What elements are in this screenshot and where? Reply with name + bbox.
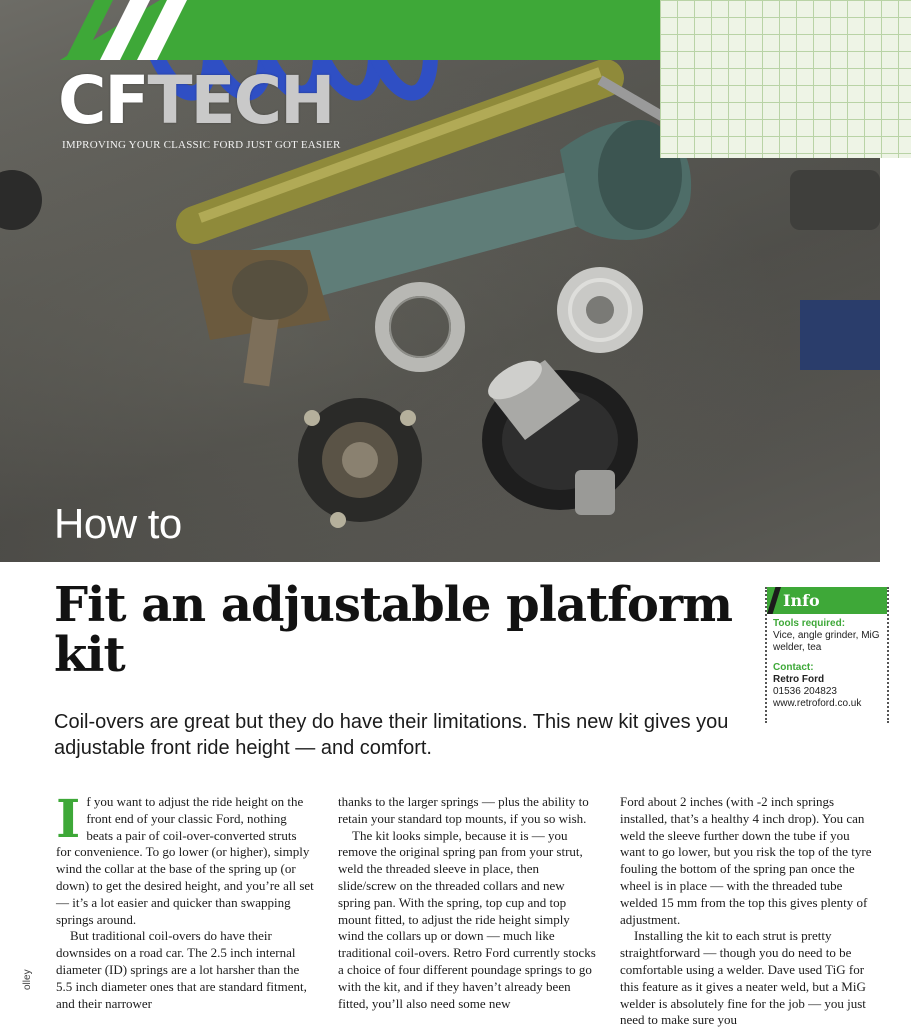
tools-label: Tools required: bbox=[773, 618, 846, 629]
stub-axle bbox=[190, 250, 330, 386]
info-heading-text: Info bbox=[783, 591, 820, 610]
top-cup bbox=[557, 267, 643, 353]
body-column-3 bbox=[620, 794, 878, 1029]
article-standfirst: Coil-overs are great but they do have their limitations. This new kit gives you adjustable front ride height — and comfort. bbox=[54, 711, 729, 759]
paragraph: But traditional coil-overs do have their downsides on a road car. The 2.5 inch internal diameter (ID) springs are a lot harsher than the 5.5 inch diameter ones that are standard fitment, and their narrower bbox=[56, 928, 307, 1011]
brand-tagline: IMPROVING YOUR CLASSIC FORD JUST GOT EASIER bbox=[62, 139, 341, 151]
brand-cf: CF bbox=[58, 62, 148, 139]
tools-value: Vice, angle grinder, MiG welder, tea bbox=[773, 630, 880, 653]
info-slash-icon bbox=[767, 587, 781, 614]
contact-name: Retro Ford bbox=[773, 674, 825, 685]
paragraph: The kit looks simple, because it is — you remove the original spring pan from your strut, weld the threaded sleeve in place, then slide/screw on the threaded collars and new spring pan. With the spring, top cup and top mount fitted, to adjust the ride height simply wind the collars up or down — much like traditional coil-overs. Retro Ford currently stocks a choice of four different poundage springs to go with the kit, and if they haven’t already been fitted, you’ll also need some new bbox=[338, 827, 596, 1011]
top-mount bbox=[298, 398, 422, 528]
grid-pattern bbox=[660, 0, 911, 158]
paragraph: Ford about 2 inches (with -2 inch springs installed, that’s a healthy 4 inch drop). You can weld the sleeve further down the tube if you want to go lower, but you risk the top of the tyre fouling the bottom of the spring pan once the wheel is in place — with the threaded tube welded 15 mm from the top this gives plenty of adjustment. bbox=[620, 794, 872, 927]
brand-tech: TECH bbox=[147, 62, 334, 139]
spring-pan bbox=[482, 353, 638, 515]
contact-label: Contact: bbox=[773, 662, 814, 673]
drop-cap: I bbox=[56, 789, 81, 850]
paragraph: thanks to the larger springs — plus the ability to retain your standard top mounts, if you so wish. bbox=[338, 794, 589, 826]
contact-phone: 01536 204823 bbox=[773, 686, 837, 697]
info-heading bbox=[767, 587, 887, 614]
paragraph: Installing the kit to each strut is pretty straightforward — though you do need to be comfortable using a welder. Dave used TiG for this feature as it gives a neater weld, but a MiG welder is absolutely fine for the job — you just need to make sure you bbox=[620, 928, 866, 1028]
article-title: Fit an adjustable platform kit bbox=[54, 577, 732, 683]
body-column-1 bbox=[56, 789, 314, 1012]
paragraph bbox=[56, 789, 314, 928]
collar-ring bbox=[382, 289, 458, 365]
paragraph-text: f you want to adjust the ride height on the front end of your classic Ford, nothing beats a pair of coil-over-converted struts for convenience. To go lower (or higher), simply wind the collar at the base of the spring up (or down) to get the desired height, and you’re all set — it’s a lot easier and quicker than swapping springs around. bbox=[56, 794, 314, 927]
header-stripes bbox=[55, 0, 195, 60]
section-label: How to bbox=[54, 500, 182, 547]
contact-website: www.retroford.co.uk bbox=[773, 698, 862, 709]
info-box bbox=[765, 587, 889, 723]
body-column-2 bbox=[338, 794, 596, 1012]
brand-logo bbox=[58, 62, 334, 139]
bench-clutter bbox=[0, 170, 880, 370]
photo-credit: olley bbox=[22, 969, 33, 990]
